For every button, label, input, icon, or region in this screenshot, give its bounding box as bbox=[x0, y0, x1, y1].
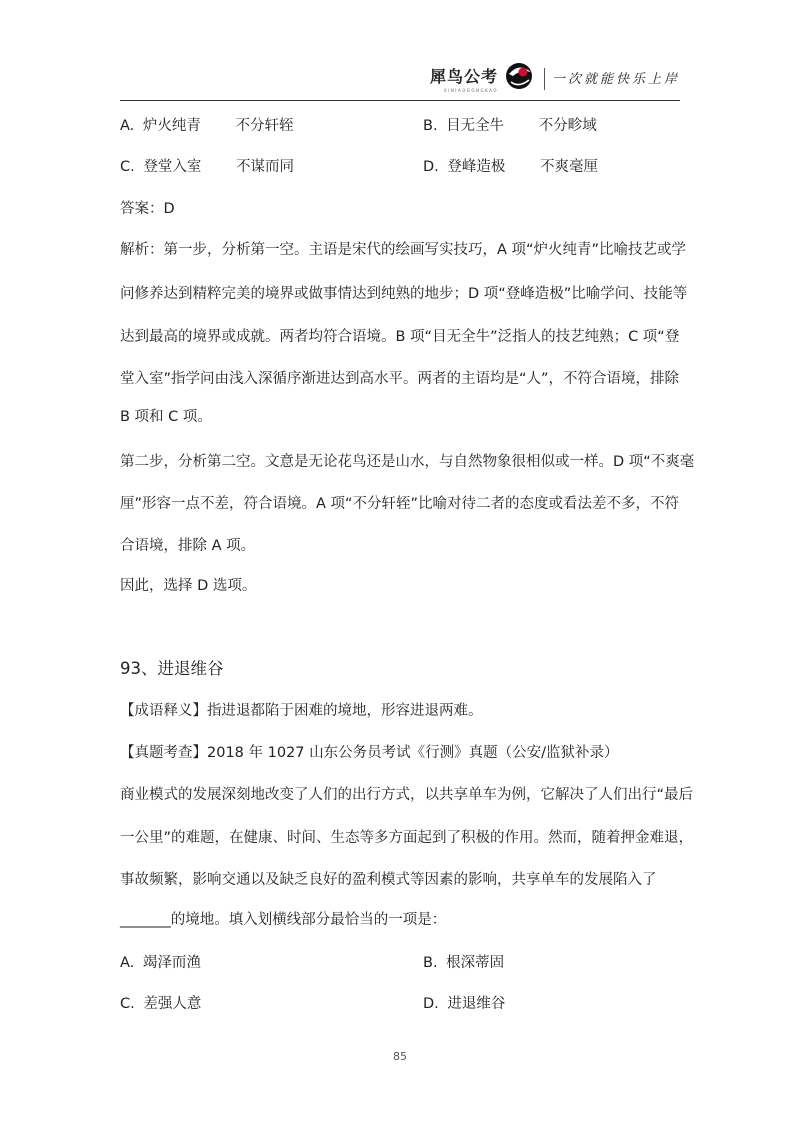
option-text-2: 不分轩轾 bbox=[235, 118, 294, 134]
q92-option-d bbox=[423, 155, 598, 176]
option-text-2: 不分畛域 bbox=[538, 118, 597, 134]
question-line: 一公里”的难题，在健康、时间、生态等多方面起到了积极的作用。然而，随着押金难退， bbox=[120, 830, 694, 846]
option-letter: D. bbox=[423, 996, 439, 1012]
q93-definition: 【成语释义】指进退都陷于困难的境地，形容进退两难。 bbox=[120, 703, 483, 719]
option-text: 炉火纯青 bbox=[142, 118, 201, 134]
analysis-line: 合语境，排除 A 项。 bbox=[120, 538, 256, 554]
question-line: _______的境地。填入划横线部分最恰当的一项是： bbox=[120, 912, 447, 928]
option-letter: C. bbox=[120, 996, 135, 1012]
analysis-line: 堂入室”指学问由浅入深循序渐进达到高水平。两者的主语均是“人”，不符合语境，排除 bbox=[120, 371, 680, 387]
header-slogan: 一次就能快乐上岸 bbox=[551, 72, 680, 87]
q92-option-a bbox=[120, 114, 294, 135]
option-text: 目无全牛 bbox=[446, 118, 505, 134]
q93-option-a bbox=[120, 951, 201, 972]
question-line: 事故频繁，影响交通以及缺乏良好的盈利模式等因素的影响，共享单车的发展陷入了 bbox=[120, 872, 657, 888]
option-text: 登峰造极 bbox=[447, 159, 506, 175]
analysis-line: 第二步，分析第二空。文意是无论花鸟还是山水，与自然物象很相似或一样。D 项“不爽毫 bbox=[120, 454, 695, 470]
option-text: 差强人意 bbox=[143, 996, 202, 1012]
q93-option-d bbox=[423, 992, 505, 1013]
option-letter: B. bbox=[423, 118, 438, 134]
analysis-line: 问修养达到精粹完美的境界或做事情达到纯熟的地步；D 项“登峰造极”比喻学问、技能等 bbox=[120, 286, 688, 302]
option-text: 进退维谷 bbox=[447, 996, 506, 1012]
q93-option-c bbox=[120, 992, 201, 1013]
hornbill-logo-icon bbox=[503, 60, 535, 92]
q92-answer: 答案：D bbox=[120, 201, 175, 217]
header-rule bbox=[120, 100, 680, 101]
q93-option-b bbox=[423, 951, 504, 972]
option-text-2: 不爽毫厘 bbox=[540, 159, 598, 175]
analysis-line: B 项和 C 项。 bbox=[120, 409, 212, 425]
analysis-line: 解析：第一步，分析第一空。主语是宋代的绘画写实技巧，A 项“炉火纯青”比喻技艺或学 bbox=[120, 242, 687, 258]
q93-source: 【真题考查】2018 年 1027 山东公务员考试《行测》真题（公安/监狱补录） bbox=[120, 745, 619, 761]
brand-name: 犀鸟公考 bbox=[429, 67, 498, 86]
page-header bbox=[120, 58, 680, 98]
brand-subtitle: XINIAOGONGKAO bbox=[443, 88, 498, 93]
analysis-line: 因此，选择 D 选项。 bbox=[120, 578, 257, 594]
q92-option-b bbox=[423, 114, 597, 135]
option-letter: A. bbox=[120, 955, 135, 971]
analysis-line: 厘”形容一点不差，符合语境。A 项“不分轩轾”比喻对待二者的态度或看法差不多，不符 bbox=[120, 496, 680, 512]
question-line: 商业模式的发展深刻地改变了人们的出行方式，以共享单车为例，它解决了人们出行“最后 bbox=[120, 787, 694, 803]
option-text: 根深蒂固 bbox=[446, 955, 505, 971]
option-text-2: 不谋而同 bbox=[235, 159, 294, 175]
option-text: 登堂入室 bbox=[143, 159, 202, 175]
q92-option-c bbox=[120, 155, 294, 176]
option-letter: D. bbox=[423, 159, 439, 175]
brand-block bbox=[430, 64, 498, 93]
page-number: 85 bbox=[393, 1050, 407, 1063]
header-divider bbox=[544, 68, 545, 90]
option-text: 竭泽而渔 bbox=[142, 955, 201, 971]
q93-heading: 93、进退维谷 bbox=[120, 659, 224, 678]
option-letter: A. bbox=[120, 118, 135, 134]
analysis-line: 达到最高的境界或成就。两者均符合语境。B 项“目无全牛”泛指人的技艺纯熟；C 项“登 bbox=[120, 329, 680, 345]
option-letter: C. bbox=[120, 159, 135, 175]
option-letter: B. bbox=[423, 955, 438, 971]
